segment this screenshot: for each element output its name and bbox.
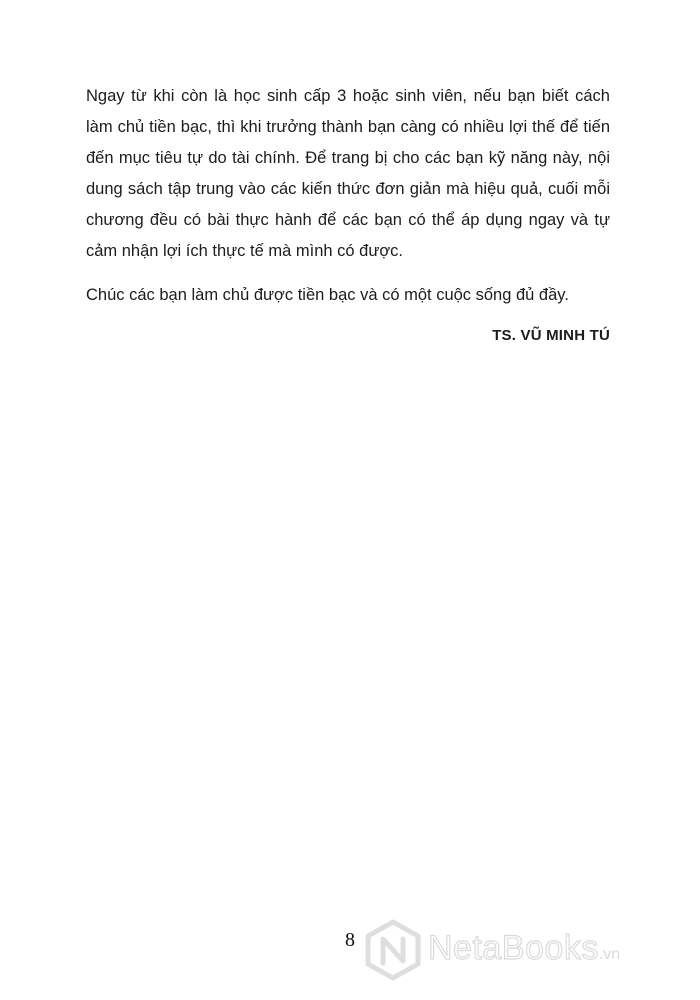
netabooks-n-hexagon-icon xyxy=(364,919,422,981)
watermark-suffix: .vn xyxy=(598,946,621,963)
closing-paragraph: Chúc các bạn làm chủ được tiền bạc và có một cuộc sống đủ đầy. xyxy=(86,286,569,304)
page-body xyxy=(86,81,610,344)
author-signature: TS. VŨ MINH TÚ xyxy=(492,327,610,344)
watermark xyxy=(364,915,694,985)
intro-paragraph: Ngay từ khi còn là học sinh cấp 3 hoặc sinh viên, nếu bạn biết cách làm chủ tiền bạc, thì khi trưởng thành bạn càng có nhiều lợi thế để tiến đến mục tiêu tự do tài chính. Để trang bị cho các bạn kỹ năng này, nội dung sách tập trung vào các kiến thức đơn giản mà hiệu quả, cuối mỗi chương đều có bài thực hành để các bạn có thể áp dụng ngay và tự cảm nhận lợi ích thực tế mà mình có được. xyxy=(86,87,610,260)
watermark-brand-text xyxy=(428,929,620,968)
watermark-brand: NetaBooks xyxy=(428,929,599,967)
page-number: 8 xyxy=(345,929,355,951)
